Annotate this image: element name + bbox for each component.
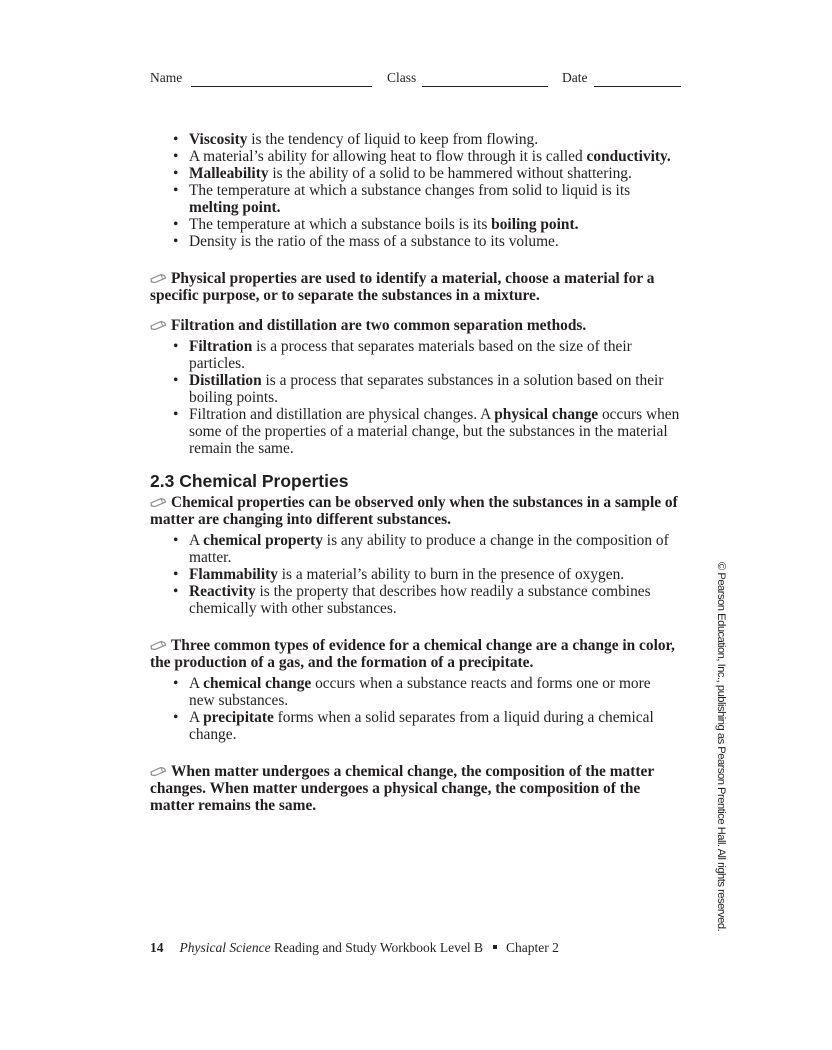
bullet-item [189, 338, 680, 372]
bullet-text: A [189, 675, 204, 692]
key-concept-text: When matter undergoes a chemical change, the composition of the matter changes. When matter undergoes a physical change, the composition of the matter remains the same. [150, 763, 654, 814]
book-title-italic: Physical Science [179, 940, 271, 955]
pencil-icon [150, 639, 167, 650]
pencil-icon [150, 765, 167, 776]
bullet-text: The temperature at which a substance boils is its [189, 216, 492, 233]
name-label: Name [150, 70, 183, 85]
bold-term: conductivity. [586, 148, 671, 165]
bold-term: physical change [494, 406, 599, 423]
bullet-item [189, 406, 680, 457]
bullet-text: is a material’s ability to burn in the presence of oxygen. [277, 566, 625, 583]
worksheet-header [150, 70, 690, 90]
copyright-text: © Pearson Education, Inc., publishing as Pearson Prentice Hall. All rights reserved. [715, 562, 727, 932]
key-concept-text: Physical properties are used to identify a material, choose a material for a specific purpose, or to separate the substances in a mixture. [150, 270, 655, 304]
page-footer [150, 940, 710, 956]
bullet-list-chemical-properties [150, 532, 680, 617]
bullet-text: Filtration and distillation are physical changes. A [189, 406, 495, 423]
bullet-text: is the ability of a solid to be hammered without shattering. [268, 165, 632, 182]
key-concept-physical-properties [150, 270, 680, 304]
date-blank[interactable] [594, 86, 681, 87]
bullet-text: forms when a solid separates from a liquid during a chemical change. [189, 709, 654, 743]
bullet-item [189, 182, 680, 216]
book-title-rest: Reading and Study Workbook Level B [270, 940, 483, 955]
bullet-text: is a process that separates materials based on the size of their particles. [189, 338, 632, 372]
bullet-item [189, 532, 680, 566]
copyright-sidebar [711, 562, 731, 932]
bullet-text: is the property that describes how readily a substance combines chemically with other substances. [189, 583, 651, 617]
key-concept-separation-methods [150, 317, 680, 334]
bullet-item [189, 165, 680, 182]
bold-term: melting point. [189, 199, 281, 216]
bullet-text: Density is the ratio of the mass of a substance to its volume. [189, 233, 559, 250]
bullet-item [189, 131, 680, 148]
pencil-icon [150, 272, 167, 283]
date-label: Date [562, 70, 588, 85]
bullet-text: A [189, 709, 204, 726]
class-label: Class [387, 70, 417, 85]
key-concept-text: Filtration and distillation are two common separation methods. [171, 317, 587, 334]
bold-term: Viscosity [189, 131, 248, 148]
bold-term: boiling point. [491, 216, 579, 233]
bold-term: Flammability [189, 566, 278, 583]
square-bullet-icon [493, 945, 497, 949]
bullet-list-physical-properties [150, 131, 680, 250]
bullet-item [189, 233, 680, 250]
key-concept-chemical-change-evidence [150, 637, 680, 671]
page-number: 14 [150, 940, 164, 955]
bold-term: chemical change [203, 675, 312, 692]
bullet-item [189, 566, 680, 583]
bullet-list-chemical-change [150, 675, 680, 743]
bullet-item [189, 372, 680, 406]
chapter-label: Chapter 2 [505, 940, 559, 955]
bullet-text: A material’s ability for allowing heat to flow through it is called [189, 148, 587, 165]
bold-term: chemical property [203, 532, 323, 549]
bullet-list-separation [150, 338, 680, 457]
class-blank[interactable] [422, 86, 548, 87]
pencil-icon [150, 319, 167, 330]
pencil-icon [150, 496, 167, 507]
bold-term: Distillation [189, 372, 262, 389]
name-blank[interactable] [191, 86, 372, 87]
bullet-item [189, 709, 680, 743]
bold-term: precipitate [203, 709, 274, 726]
bold-term: Malleability [189, 165, 269, 182]
bullet-item [189, 148, 680, 165]
key-concept-chemical-properties [150, 494, 680, 528]
bullet-item [189, 216, 680, 233]
key-concept-text: Chemical properties can be observed only when the substances in a sample of matter are changing into different substances. [150, 494, 678, 528]
bullet-text: The temperature at which a substance changes from solid to liquid is its [189, 182, 631, 199]
bold-term: Filtration [189, 338, 253, 355]
section-title: 2.3 Chemical Properties [150, 471, 349, 491]
page-content [150, 131, 680, 814]
key-concept-composition [150, 763, 680, 814]
bullet-text: occurs when a substance reacts and forms one or more new substances. [189, 675, 651, 709]
bullet-text: occurs when some of the properties of a material change, but the substances in the material remain the same. [189, 406, 680, 457]
bullet-text: is a process that separates substances in a solution based on their boiling points. [189, 372, 664, 406]
bullet-text: is the tendency of liquid to keep from flowing. [247, 131, 539, 148]
bullet-text: A [189, 532, 204, 549]
bullet-item [189, 583, 680, 617]
bullet-item [189, 675, 680, 709]
bullet-text: is any ability to produce a change in the composition of matter. [189, 532, 669, 566]
key-concept-text: Three common types of evidence for a chemical change are a change in color, the production of a gas, and the formation of a precipitate. [150, 637, 675, 671]
bold-term: Reactivity [189, 583, 256, 600]
